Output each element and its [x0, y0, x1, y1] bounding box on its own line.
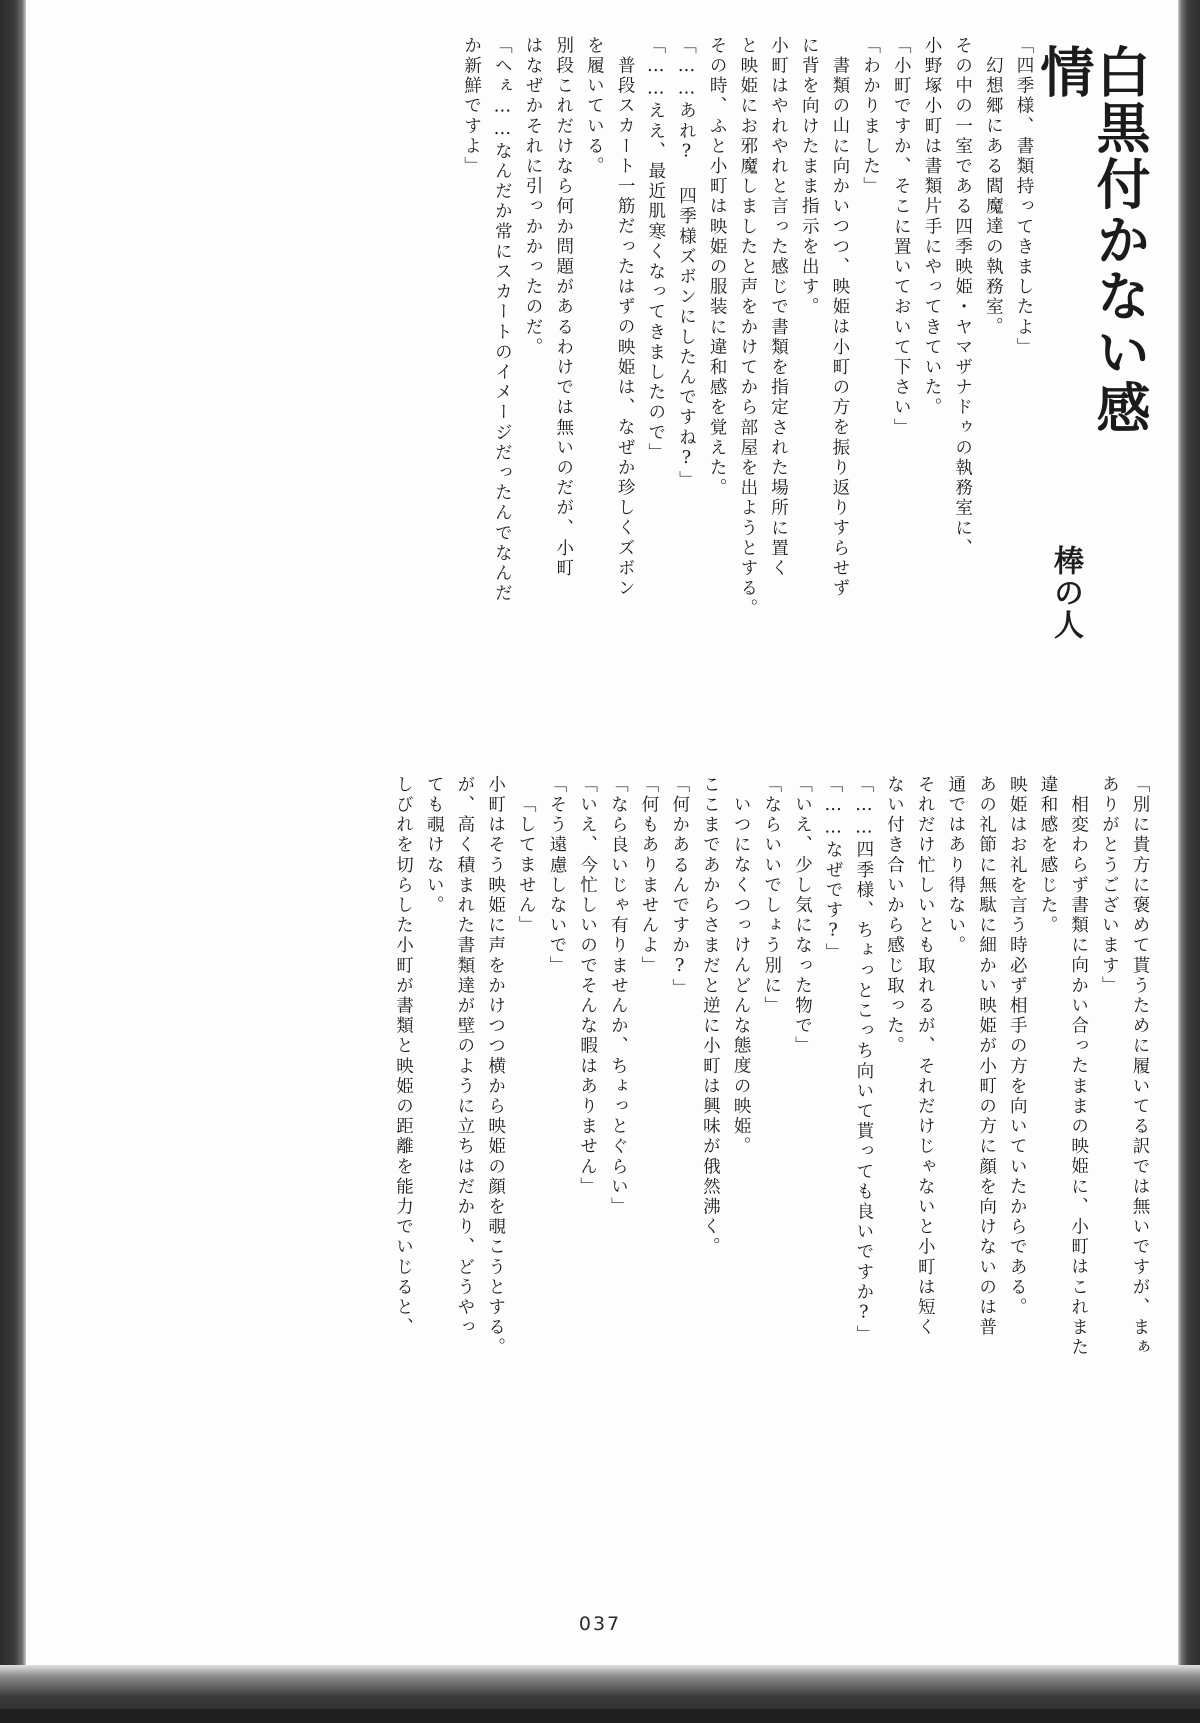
- text-line: ここまであからさまだと逆に小町は興味が俄然沸く。: [700, 775, 721, 1258]
- text-line: その中の一室である四季映姫・ヤマザナドゥの執務室に、: [952, 36, 973, 559]
- text-line: 「……あれ? 四季様ズボンにしたんですね?」: [676, 36, 697, 491]
- scan-edge-bottom-strip: [0, 1709, 1200, 1723]
- scan-edge-right: [1178, 0, 1200, 1723]
- text-line: いつになくつっけんどんな態度の映姫。: [731, 795, 752, 1157]
- text-line: ても覗けない。: [424, 775, 445, 916]
- text-line: 通ではあり得ない。: [945, 775, 966, 956]
- text-line: 「小町ですか、そこに置いておいて下さい」: [891, 36, 912, 438]
- text-line: と映姫にお邪魔しましたと声をかけてから部屋を出ようとする。: [737, 36, 758, 619]
- scan-edge-left: [0, 0, 26, 1723]
- text-line: 「そう遠慮しないで」: [546, 775, 567, 976]
- text-line: その時、ふと小町は映姫の服装に違和感を覚えた。: [707, 36, 728, 499]
- author-name: 棒の人: [1048, 545, 1083, 641]
- text-line: 「別に貴方に褒めて貰うために履いてる訳では無いですが、まぁ: [1130, 775, 1150, 1358]
- text-line: 「なら良いじゃ有りませんか、ちょっとぐらい」: [608, 775, 629, 1218]
- text-line: あの礼節に無駄に細かい映姫が小町の方に顔を向けないのは普: [976, 775, 997, 1338]
- text-line: 「四季様、書類持ってきましたよ」: [1014, 36, 1034, 358]
- text-line: 「……ええ、最近肌寒くなってきましたので」: [645, 36, 666, 464]
- text-line: 「何もありませんよ」: [639, 775, 659, 976]
- text-line: 別段これだけなら何か問題があるわけでは無いのだが、小町: [553, 36, 574, 579]
- text-line: 普段スカート一筋だったはずの映姫は、なぜか珍しくズボン: [615, 56, 636, 599]
- text-line: ない付き合いから感じ取った。: [884, 775, 905, 1057]
- text-line: 書類の山に向かいつつ、映姫は小町の方を振り返りすらせず: [829, 56, 850, 599]
- text-line: 違和感を感じた。: [1037, 775, 1058, 936]
- text-line: 「何かあるんですか?」: [669, 775, 690, 999]
- text-line: ありがとうございます」: [1099, 775, 1120, 997]
- text-line: が、高く積まれた書類達が壁のように立ちはだかり、どうやっ: [454, 775, 475, 1338]
- text-line: 「いえ、少し気になった物で」: [792, 775, 813, 1057]
- text-line: 映姫はお礼を言う時必ず相手の方を向いていたからである。: [1007, 775, 1028, 1318]
- text-line: を履いている。: [584, 36, 605, 177]
- text-line: 「してません」: [516, 795, 537, 936]
- text-line: 「ならいいでしょう別に」: [761, 775, 782, 1017]
- text-line: 相変わらず書類に向かい合ったままの映姫に、小町はこれまた: [1068, 795, 1089, 1358]
- text-line: 「いえ、今忙しいのでそんな暇はありません」: [577, 775, 598, 1198]
- text-line: 「へぇ……なんだか常にスカートのイメージだったんでなんだ: [492, 36, 513, 604]
- text-line: はなぜかそれに引っかかったのだ。: [523, 36, 543, 358]
- text-line: 「……なぜです?」: [823, 775, 844, 964]
- text-line: 「わかりました」: [860, 36, 881, 197]
- text-line: 小野塚小町は書類片手にやってきていた。: [921, 36, 942, 418]
- page-number: 037: [578, 1613, 622, 1635]
- text-line: 幻想郷にある閻魔達の執務室。: [983, 56, 1004, 338]
- text-line: それだけ忙しいとも取れるが、それだけじゃないと小町は短く: [915, 775, 936, 1338]
- text-line: しびれを切らした小町が書類と映姫の距離を能力でいじると、: [393, 775, 414, 1338]
- text-block-bottom: [381, 775, 1148, 1375]
- text-block-top: [449, 36, 1032, 736]
- page-title: 白黒付かない感情: [1031, 44, 1152, 436]
- text-line: 小町はやれやれと言った感じで書類を指定された場所に置く: [768, 36, 789, 579]
- text-line: か新鮮ですよ」: [461, 36, 482, 177]
- text-line: に背を向けたまま指示を出す。: [799, 36, 820, 318]
- text-line: 小町はそう映姫に声をかけつつ横から映姫の顔を覗こうとする。: [485, 775, 506, 1358]
- text-line: 「……四季様、ちょっとこっち向いて貰っても良いですか?」: [853, 775, 874, 1346]
